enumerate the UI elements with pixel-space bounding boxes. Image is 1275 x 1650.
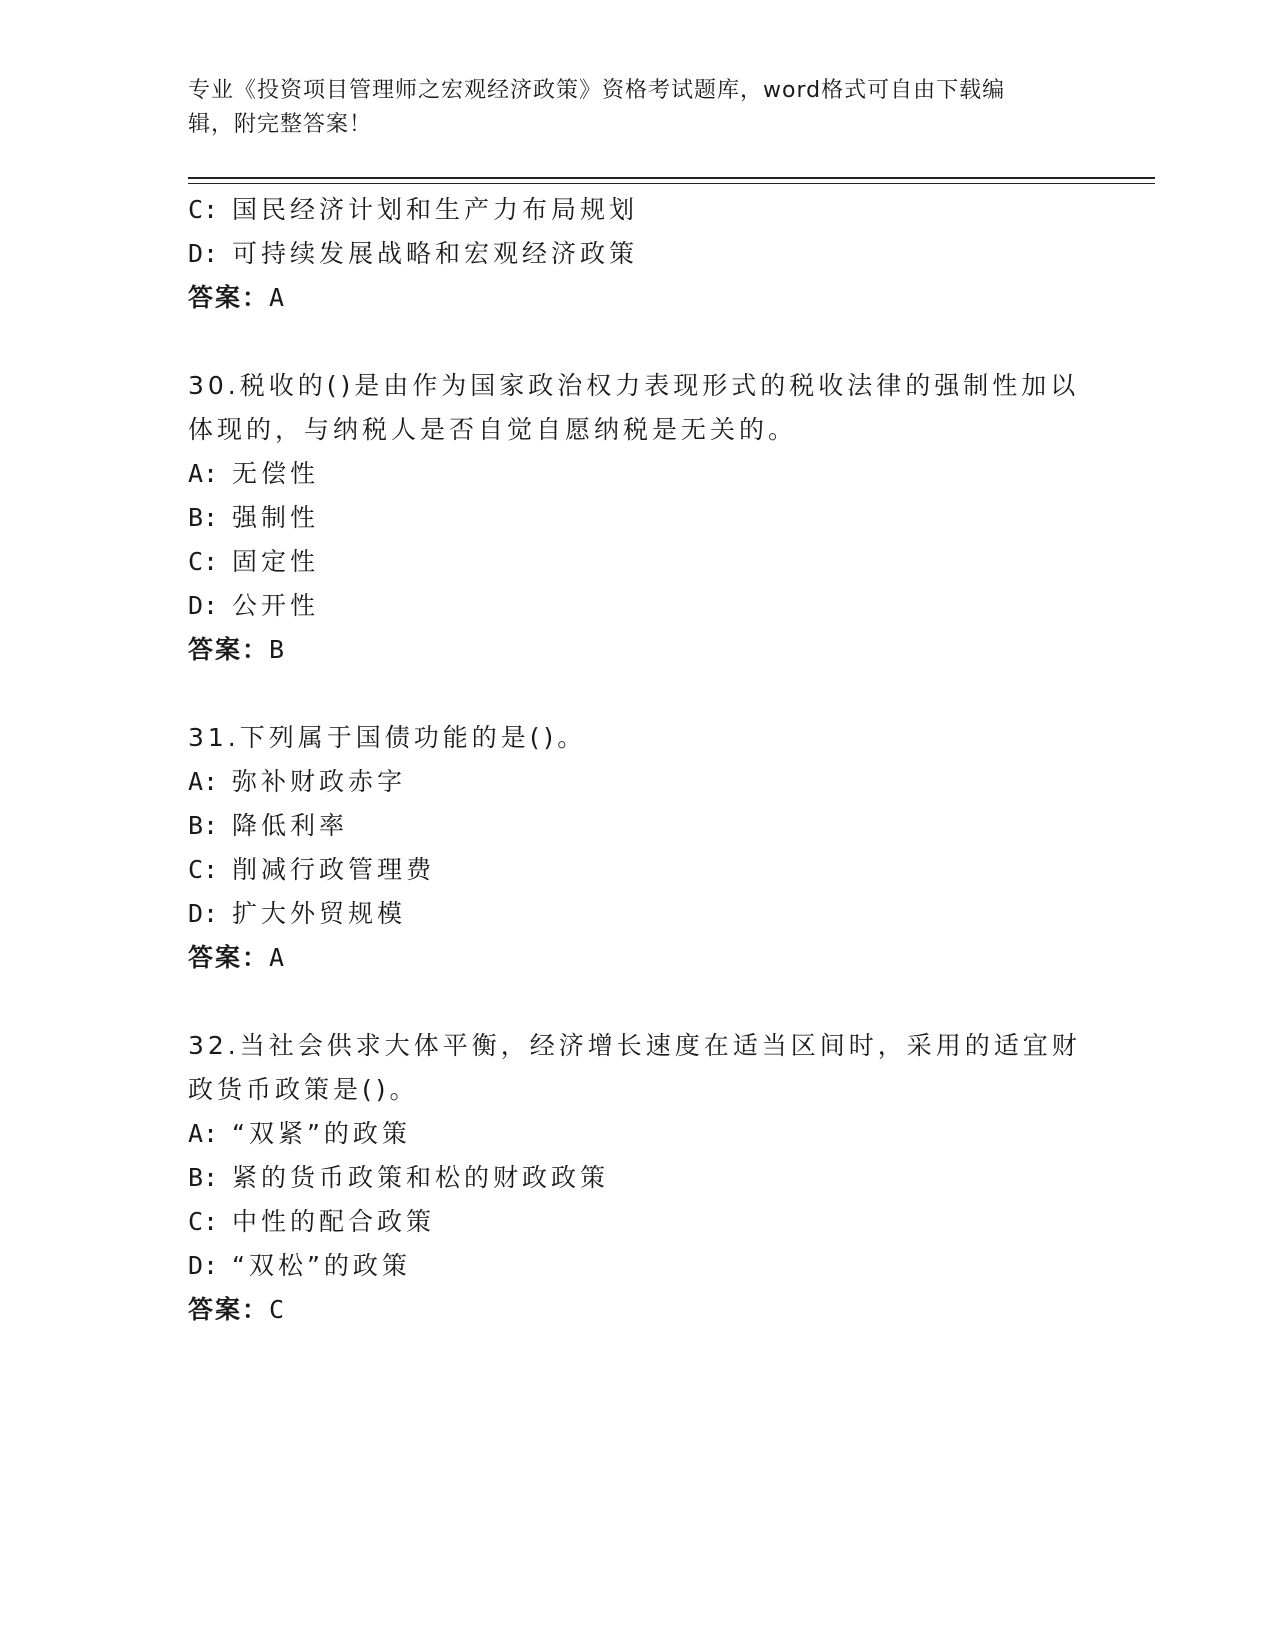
option-c: C: 中性的配合政策 <box>188 1207 436 1236</box>
option-b: B: 降低利率 <box>188 811 349 840</box>
question-stem: 31.下列属于国债功能的是()。 <box>188 723 587 752</box>
answer-line: 答案：B <box>188 635 285 664</box>
header-line-2: 辑，附完整答案！ <box>188 112 373 137</box>
header-divider-thick <box>188 177 1155 179</box>
header-line-1: 专业《投资项目管理师之宏观经济政策》资格考试题库，word格式可自由下载编 <box>188 78 1006 103</box>
question-stem: 32.当社会供求大体平衡，经济增长速度在适当区间时，采用的适宜财 <box>188 1031 1081 1060</box>
answer-line: 答案：A <box>188 283 285 312</box>
question-stem-continued: 体现的，与纳税人是否自觉自愿纳税是无关的。 <box>188 415 798 444</box>
option-c: C: 削减行政管理费 <box>188 855 436 884</box>
option-d: D: 公开性 <box>188 591 320 620</box>
option-d: D: 扩大外贸规模 <box>188 899 407 928</box>
answer-line: 答案：C <box>188 1295 285 1324</box>
header-divider-thin <box>188 183 1155 184</box>
question-stem-continued: 政货币政策是()。 <box>188 1075 419 1104</box>
answer-line: 答案：A <box>188 943 285 972</box>
option-d: D: “双松”的政策 <box>188 1251 411 1280</box>
document-header <box>188 74 1088 142</box>
option-a: A: “双紧”的政策 <box>188 1119 411 1148</box>
option-b: B: 强制性 <box>188 503 320 532</box>
option-d: D: 可持续发展战略和宏观经济政策 <box>188 239 639 268</box>
option-c: C: 固定性 <box>188 547 320 576</box>
option-c: C: 国民经济计划和生产力布局规划 <box>188 195 639 224</box>
option-a: A: 无偿性 <box>188 459 320 488</box>
question-stem: 30.税收的()是由作为国家政治权力表现形式的税收法律的强制性加以 <box>188 371 1080 400</box>
option-a: A: 弥补财政赤字 <box>188 767 407 796</box>
option-b: B: 紧的货币政策和松的财政政策 <box>188 1163 610 1192</box>
